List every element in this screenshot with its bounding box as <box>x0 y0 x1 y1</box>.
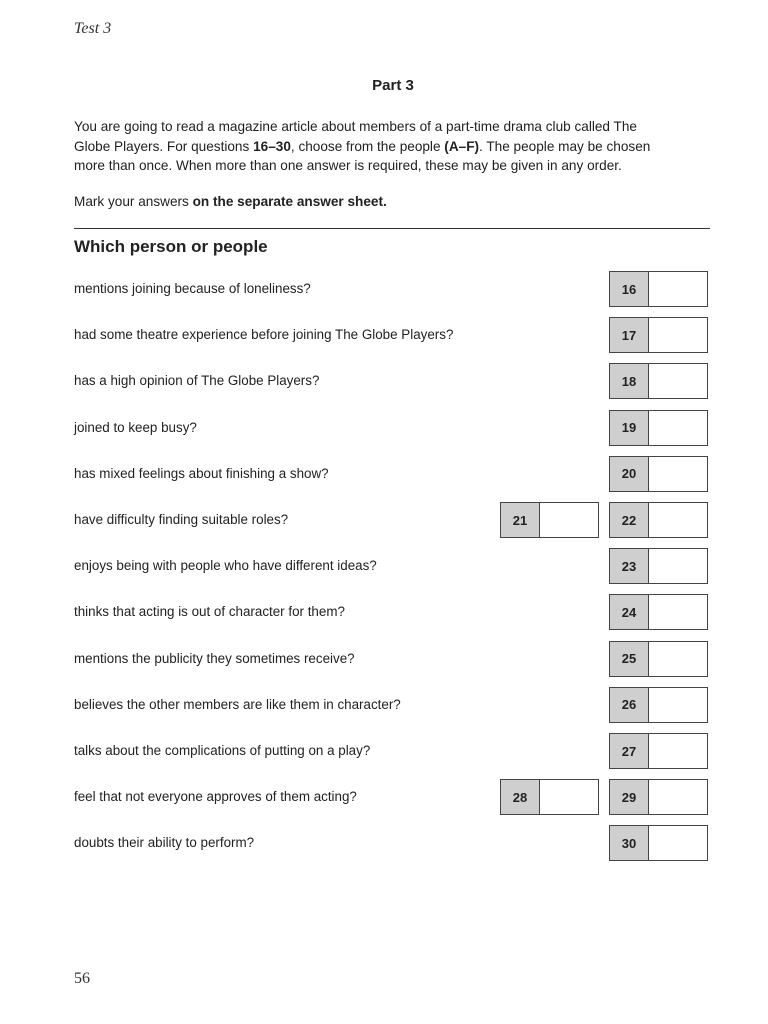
question-row <box>0 363 768 401</box>
question-row <box>0 779 768 817</box>
mark-prefix: Mark your answers <box>74 194 193 209</box>
answer-box[interactable] <box>609 687 708 723</box>
divider <box>74 228 710 229</box>
answer-blank-field[interactable] <box>649 411 707 445</box>
answer-box[interactable] <box>609 502 708 538</box>
page-number: 56 <box>74 970 90 987</box>
question-text: has a high opinion of The Globe Players? <box>74 373 320 389</box>
answer-box[interactable] <box>609 456 708 492</box>
answer-box[interactable] <box>609 641 708 677</box>
answer-number: 22 <box>610 503 649 537</box>
test-label: Test 3 <box>74 20 112 37</box>
answer-number: 27 <box>610 734 649 768</box>
answer-blank-field[interactable] <box>540 503 598 537</box>
answer-blank-field[interactable] <box>649 457 707 491</box>
answer-blank-field[interactable] <box>649 688 707 722</box>
answer-number: 25 <box>610 642 649 676</box>
answer-blank-field[interactable] <box>649 734 707 768</box>
instructions-text: , choose from the people <box>290 138 445 154</box>
answer-box[interactable] <box>609 548 708 584</box>
question-row <box>0 641 768 679</box>
answer-blank-field[interactable] <box>649 503 707 537</box>
answer-blank-field[interactable] <box>649 549 707 583</box>
question-range: 16–30 <box>253 138 291 154</box>
question-row <box>0 271 768 309</box>
question-row <box>0 410 768 448</box>
answer-number: 23 <box>610 549 649 583</box>
question-text: have difficulty finding suitable roles? <box>74 512 289 527</box>
question-text: mentions the publicity they sometimes receive? <box>74 650 355 666</box>
instructions-text: Globe Players. For questions <box>74 138 254 154</box>
instructions-line-2 <box>74 137 716 157</box>
answer-blank-field[interactable] <box>649 826 707 860</box>
question-text: has mixed feelings about finishing a show? <box>74 465 329 481</box>
question-row <box>0 594 768 632</box>
question-row <box>0 825 768 863</box>
answer-number: 16 <box>610 272 649 306</box>
answer-blank-field[interactable] <box>540 780 598 814</box>
answer-blank-field[interactable] <box>649 642 707 676</box>
answer-box[interactable] <box>609 410 708 446</box>
question-text: talks about the complications of putting on a play? <box>74 743 371 758</box>
answer-number: 24 <box>610 595 649 629</box>
answer-box[interactable] <box>609 363 708 399</box>
question-text: mentions joining because of loneliness? <box>74 281 311 296</box>
answer-blank-field[interactable] <box>649 272 707 306</box>
answer-number: 19 <box>610 411 649 445</box>
answer-box[interactable] <box>609 594 708 630</box>
answer-blank-field[interactable] <box>649 780 707 814</box>
answer-blank-field[interactable] <box>649 364 707 398</box>
answer-blank-field[interactable] <box>649 318 707 352</box>
answer-box[interactable] <box>609 271 708 307</box>
question-text: thinks that acting is out of character for them? <box>74 604 345 620</box>
answer-number: 30 <box>610 826 649 860</box>
instructions-line-1: You are going to read a magazine article about members of a part-time drama club called The <box>74 119 637 134</box>
question-text: doubts their ability to perform? <box>74 835 255 851</box>
question-text: feel that not everyone approves of them acting? <box>74 789 357 805</box>
instructions-text: . The people may be chosen <box>479 138 651 154</box>
question-text: believes the other members are like them in character? <box>74 696 401 712</box>
answer-box[interactable] <box>609 733 708 769</box>
answer-number: 21 <box>501 503 540 537</box>
part-title: Part 3 <box>372 77 414 94</box>
question-row <box>0 687 768 725</box>
answer-box[interactable] <box>609 317 708 353</box>
answer-number: 20 <box>610 457 649 491</box>
question-row <box>0 548 768 586</box>
instructions <box>74 117 716 176</box>
question-text: enjoys being with people who have different ideas? <box>74 558 377 574</box>
mark-answers-instruction <box>74 194 387 209</box>
question-row <box>0 733 768 771</box>
answer-number: 29 <box>610 780 649 814</box>
answer-box[interactable] <box>609 779 708 815</box>
section-heading: Which person or people <box>74 237 268 256</box>
answer-number: 17 <box>610 318 649 352</box>
answer-number: 18 <box>610 364 649 398</box>
question-row <box>0 502 768 540</box>
answer-box-extra[interactable] <box>500 502 599 538</box>
answer-number: 28 <box>501 780 540 814</box>
answer-number: 26 <box>610 688 649 722</box>
answer-box-extra[interactable] <box>500 779 599 815</box>
question-row <box>0 456 768 494</box>
instructions-line-3: more than once. When more than one answer is required, these may be given in any order. <box>74 158 622 173</box>
answer-box[interactable] <box>609 825 708 861</box>
question-text: had some theatre experience before joining The Globe Players? <box>74 327 454 343</box>
mark-emphasis: on the separate answer sheet. <box>192 194 387 209</box>
question-row <box>0 317 768 355</box>
answer-blank-field[interactable] <box>649 595 707 629</box>
people-range: (A–F) <box>444 138 480 154</box>
question-text: joined to keep busy? <box>74 419 197 435</box>
